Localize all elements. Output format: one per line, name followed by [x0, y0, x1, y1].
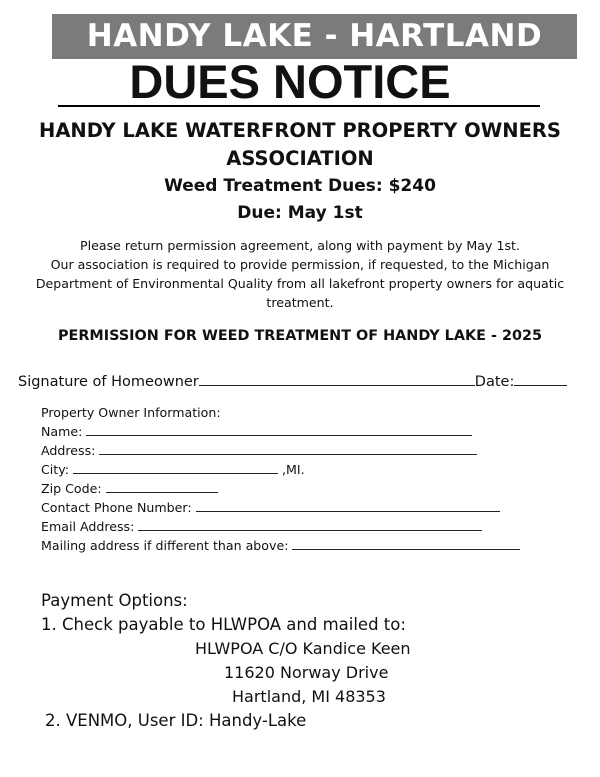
city-row	[41, 460, 520, 479]
city-field[interactable]	[73, 460, 278, 474]
association-name-line1: HANDY LAKE WATERFRONT PROPERTY OWNERS	[39, 119, 561, 142]
phone-label: Contact Phone Number:	[41, 500, 192, 515]
dues-amount: Weed Treatment Dues: $240	[164, 176, 436, 196]
phone-field[interactable]	[196, 498, 500, 512]
mailing-address-line1: HLWPOA C/O Kandice Keen	[195, 639, 411, 658]
intro-paragraph	[12, 236, 588, 312]
header-banner: HANDY LAKE - HARTLAND	[52, 14, 577, 59]
mailing-row	[41, 536, 520, 555]
name-row	[41, 422, 520, 441]
association-name-line2: ASSOCIATION	[226, 147, 374, 170]
mailing-label: Mailing address if different than above:	[41, 538, 289, 553]
intro-line: Please return permission agreement, along with payment by May 1st.	[80, 238, 520, 253]
zip-label: Zip Code:	[41, 481, 102, 496]
city-label: City:	[41, 462, 70, 477]
email-label: Email Address:	[41, 519, 135, 534]
signature-field[interactable]	[199, 372, 475, 386]
owner-info-section	[41, 403, 520, 555]
mailing-field[interactable]	[292, 536, 520, 550]
zip-field[interactable]	[106, 479, 218, 493]
address-field[interactable]	[99, 441, 477, 455]
date-label: Date:	[474, 374, 515, 390]
signature-row	[18, 372, 583, 392]
mailing-address-line3: Hartland, MI 48353	[232, 687, 386, 706]
name-label: Name:	[41, 424, 83, 439]
payment-section	[41, 589, 406, 637]
intro-line: treatment.	[266, 295, 334, 310]
payment-option-check: 1. Check payable to HLWPOA and mailed to:	[41, 615, 406, 634]
email-row	[41, 517, 520, 536]
permission-heading: PERMISSION FOR WEED TREATMENT OF HANDY LAKE - 2025	[57, 328, 543, 344]
title-divider	[58, 105, 540, 107]
owner-info-heading: Property Owner Information:	[41, 405, 221, 420]
intro-line: Our association is required to provide permission, if requested, to the Michigan	[50, 257, 550, 272]
mailing-address-line2: 11620 Norway Drive	[224, 663, 389, 682]
signature-label: Signature of Homeowner	[18, 374, 199, 390]
payment-heading: Payment Options:	[41, 591, 188, 610]
email-field[interactable]	[138, 517, 482, 531]
page-title: DUES NOTICE	[129, 55, 451, 108]
due-date: Due: May 1st	[237, 203, 363, 223]
association-name	[0, 117, 600, 173]
intro-line: Department of Environmental Quality from all lakefront property owners for aquatic	[35, 276, 565, 291]
date-field[interactable]	[514, 372, 567, 386]
address-row	[41, 441, 520, 460]
name-field[interactable]	[86, 422, 472, 436]
state-suffix: ,MI.	[282, 462, 305, 477]
address-label: Address:	[41, 443, 96, 458]
payment-option-venmo: 2. VENMO, User ID: Handy-Lake	[45, 711, 307, 730]
phone-row	[41, 498, 520, 517]
zip-row	[41, 479, 520, 498]
